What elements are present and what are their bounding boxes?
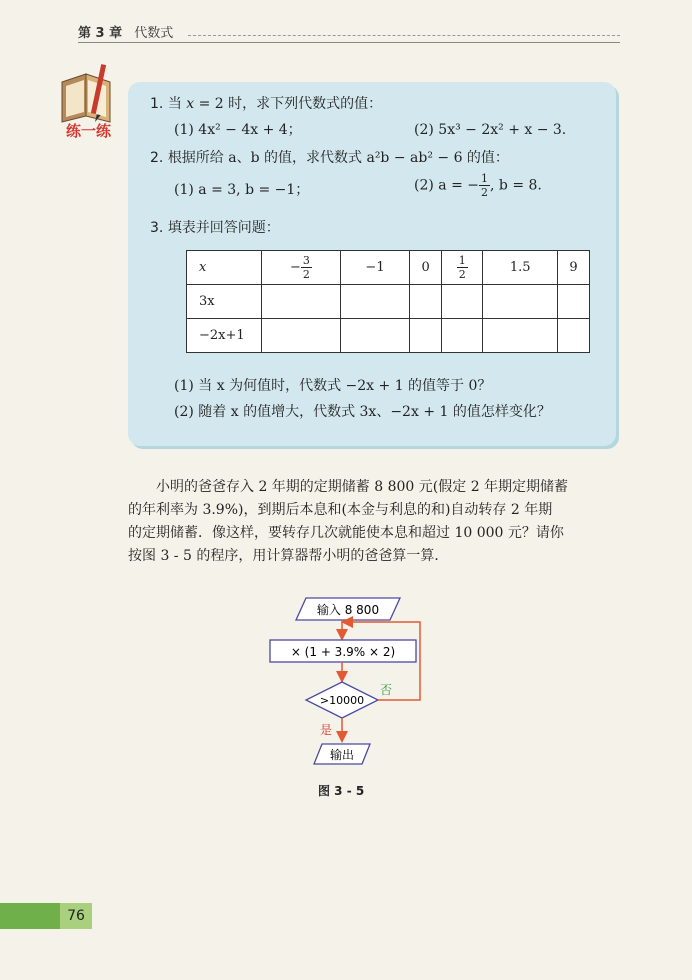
- table-cell-one-point-five: 1.5: [483, 251, 558, 285]
- flowchart-output-text: 输出: [329, 748, 355, 762]
- table-cell-zero: 0: [410, 251, 442, 285]
- table-blank-cell[interactable]: [340, 285, 409, 319]
- question-3-sub-1: (1) 当 x 为何值时，代数式 −2x + 1 的值等于 0？: [174, 378, 492, 394]
- question-1-stem-b: = 2 时，求下列代数式的值：: [198, 96, 383, 112]
- question-3-number: 3.: [150, 220, 164, 236]
- body-paragraph: [128, 476, 618, 568]
- flowchart: [250, 592, 450, 774]
- header-dashed-line: [188, 35, 620, 36]
- table-row: [187, 319, 590, 353]
- question-1-variable: x: [186, 96, 195, 112]
- paragraph-line-3: 的定期储蓄．像这样，要转存几次就能使本息和超过 10 000 元？请你: [128, 525, 564, 541]
- table-row: [187, 285, 590, 319]
- question-3: [150, 218, 280, 238]
- question-1-part-2: (2) 5x³ − 2x² + x − 3.: [414, 122, 567, 138]
- table-row: [187, 251, 590, 285]
- table-cell-one-half: $\frac{1}{2}$: [442, 251, 483, 285]
- fill-table: [186, 250, 590, 353]
- question-2-part-2-b: , b = 8.: [490, 177, 542, 194]
- paragraph-line-1: 小明的爸爸存入 2 年期的定期储蓄 8 800 元(假定 2 年期定期储蓄: [156, 479, 569, 495]
- table-cell-x-label: x: [187, 251, 262, 285]
- table-blank-cell[interactable]: [483, 319, 558, 353]
- table-blank-cell[interactable]: [442, 285, 483, 319]
- table-cell-neg-one: −1: [340, 251, 409, 285]
- figure-caption: 图 3 - 5: [318, 784, 365, 798]
- fraction-numerator: 1: [481, 172, 488, 185]
- table-blank-cell[interactable]: [410, 319, 442, 353]
- question-2-part-2-a: (2) a = −: [414, 177, 479, 194]
- table-cell-neg-three-halves: − $\frac{3}{2}$: [262, 251, 341, 285]
- table-cell-neg2x-label: −2x+1: [187, 319, 262, 353]
- question-2-stem: 根据所给 a、b 的值，求代数式 a²b − ab² − 6 的值：: [167, 150, 509, 166]
- table-blank-cell[interactable]: [442, 319, 483, 353]
- question-2-part-2: [414, 172, 542, 199]
- page-number: 76: [60, 903, 92, 929]
- table-blank-cell[interactable]: [558, 285, 590, 319]
- paragraph-line-4: 按图 3 - 5 的程序，用计算器帮小明的爸爸算一算．: [128, 548, 449, 564]
- paragraph-line-2: 的年利率为 3.9%)，到期后本息和(本金与利息的和)自动转存 2 年期: [128, 502, 553, 518]
- table-cell-nine: 9: [558, 251, 590, 285]
- flowchart-yes-label: 是: [320, 723, 333, 737]
- table-blank-cell[interactable]: [262, 285, 341, 319]
- table-blank-cell[interactable]: [483, 285, 558, 319]
- question-2-part-1: (1) a = 3, b = −1；: [174, 182, 310, 198]
- chapter-header: [78, 22, 173, 41]
- question-3-stem: 填表并回答问题：: [167, 220, 280, 236]
- question-1-stem-a: 当: [167, 96, 182, 112]
- question-1-number: 1.: [150, 96, 164, 112]
- question-1-part-1: (1) 4x² − 4x + 4；: [174, 122, 302, 138]
- chapter-number: 第 3 章: [78, 26, 123, 41]
- flowchart-process-text: × (1 + 3.9% × 2): [290, 645, 396, 659]
- exercise-badge: 练一练: [66, 122, 112, 140]
- question-2-fraction: [479, 172, 490, 199]
- question-3-sub-2: (2) 随着 x 的值增大，代数式 3x、−2x + 1 的值怎样变化？: [174, 404, 551, 420]
- fraction-denominator: 2: [481, 186, 488, 199]
- table-blank-cell[interactable]: [262, 319, 341, 353]
- question-1: [150, 94, 382, 114]
- table-cell-3x-label: 3x: [187, 285, 262, 319]
- header-rule: [78, 42, 620, 43]
- flowchart-decision-text: >10000: [319, 694, 365, 707]
- chapter-title: 代数式: [134, 26, 174, 41]
- question-2: [150, 148, 509, 168]
- table-blank-cell[interactable]: [558, 319, 590, 353]
- flowchart-no-label: 否: [380, 683, 393, 697]
- question-2-number: 2.: [150, 150, 164, 166]
- table-blank-cell[interactable]: [410, 285, 442, 319]
- table-blank-cell[interactable]: [340, 319, 409, 353]
- flowchart-input-text: 输入 8 800: [316, 603, 380, 617]
